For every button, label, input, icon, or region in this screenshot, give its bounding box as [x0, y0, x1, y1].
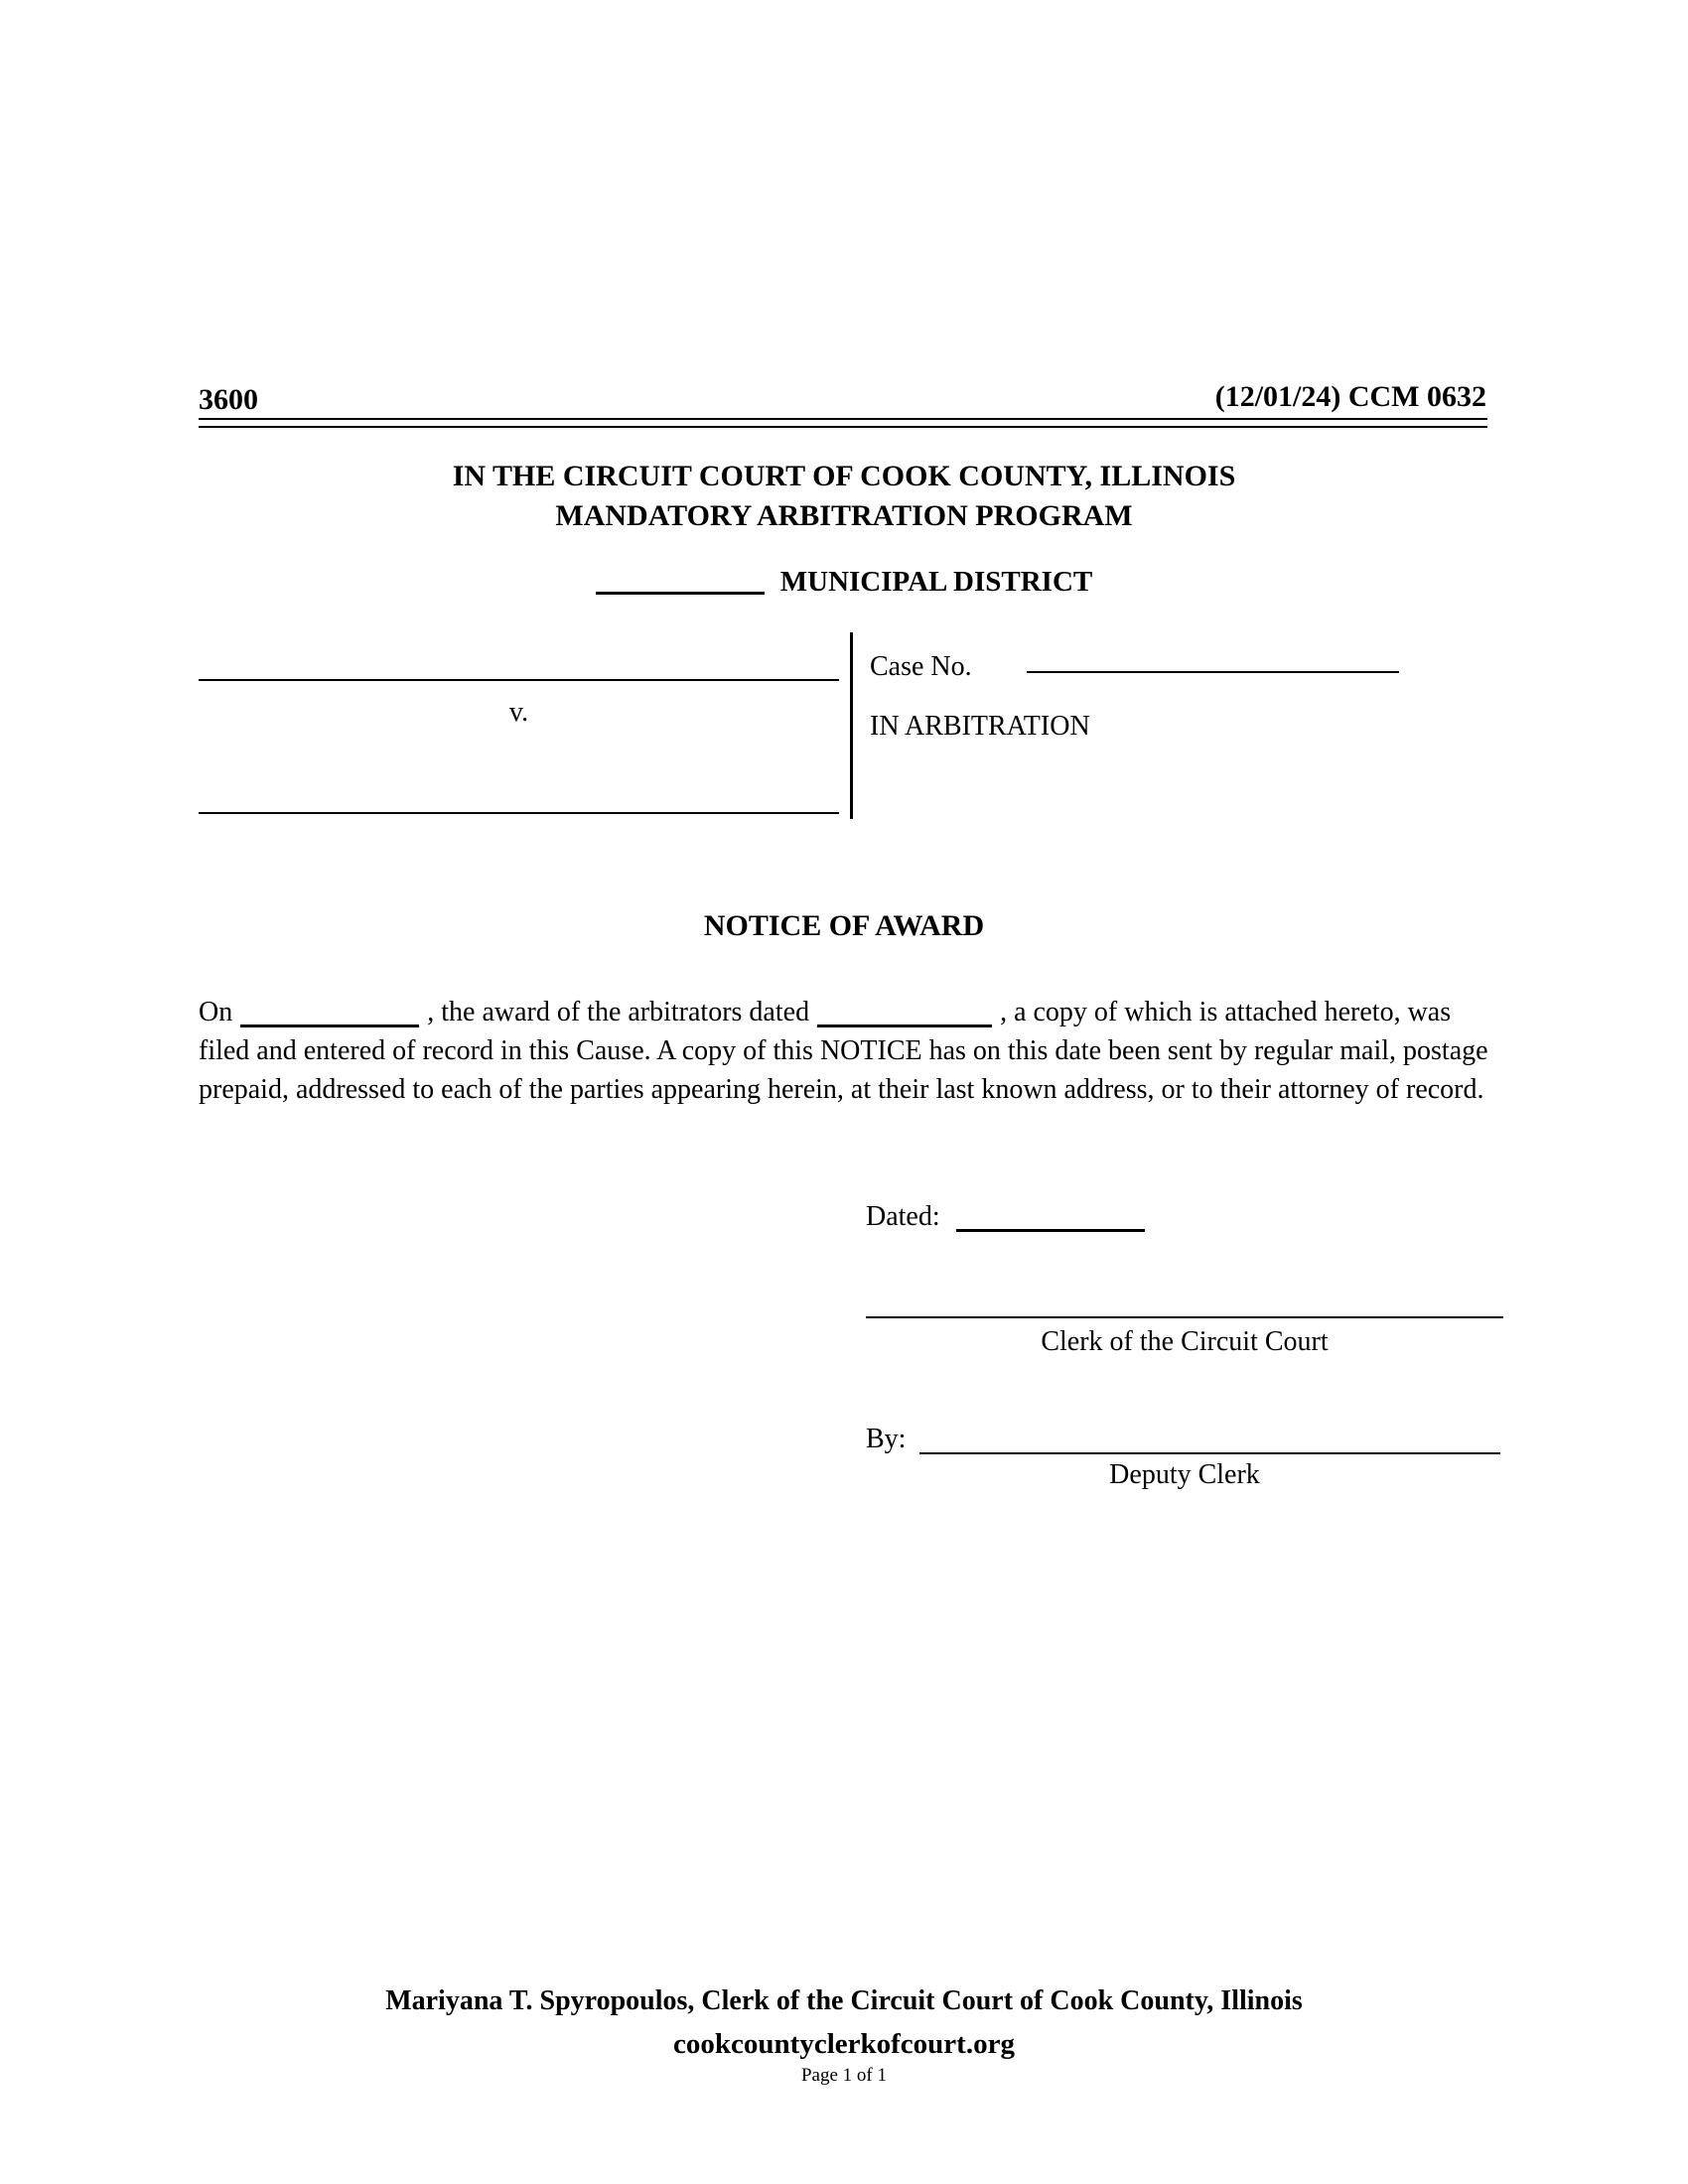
case-number-blank[interactable]	[1027, 671, 1399, 673]
deputy-clerk-signature-blank[interactable]	[919, 1452, 1500, 1454]
in-arbitration-label: IN ARBITRATION	[870, 711, 1090, 742]
plaintiff-name-line[interactable]	[199, 679, 839, 681]
court-title-line1: IN THE CIRCUIT COURT OF COOK COUNTY, ILLINOIS	[452, 460, 1236, 492]
header-double-rule	[199, 418, 1487, 428]
notice-body-tail: , a copy of which is attached hereto, was filed and entered of record in this Cause. A copy of this NOTICE has on this date been sent by regular mail, postage prepaid, addressed to each of the parties appearing herein, at their last known address, or to their attorney of record.	[199, 997, 1488, 1105]
court-title-line2: MANDATORY ARBITRATION PROGRAM	[555, 499, 1133, 532]
district-row	[0, 566, 1688, 599]
deputy-clerk-label: Deputy Clerk	[1109, 1459, 1260, 1490]
notice-body-paragraph	[199, 993, 1504, 1109]
clerk-signature-line[interactable]	[866, 1316, 1503, 1318]
notice-body-mid: , the award of the arbitrators dated	[427, 997, 810, 1027]
by-label: By:	[866, 1424, 907, 1454]
municipal-district-label: MUNICIPAL DISTRICT	[779, 566, 1093, 598]
by-row	[866, 1424, 1500, 1455]
notice-heading: NOTICE OF AWARD	[703, 909, 985, 942]
form-number: 3600	[199, 383, 258, 416]
award-dated-blank[interactable]	[817, 1024, 992, 1027]
defendant-name-line[interactable]	[199, 812, 839, 814]
caption-divider-rule	[850, 632, 853, 819]
case-number-label: Case No.	[870, 651, 972, 682]
footer-website: cookcountyclerkofcourt.org	[673, 2028, 1015, 2060]
notice-body-lead: On	[199, 997, 233, 1027]
award-filed-date-blank[interactable]	[240, 1024, 419, 1027]
dated-label: Dated:	[866, 1201, 940, 1232]
dated-date-blank[interactable]	[956, 1229, 1145, 1232]
versus-label: v.	[508, 697, 529, 728]
footer-page-indicator: Page 1 of 1	[800, 2065, 887, 2086]
municipal-district-blank[interactable]	[596, 592, 765, 595]
footer-clerk-attribution: Mariyana T. Spyropoulos, Clerk of the Circuit Court of Cook County, Illinois	[385, 1985, 1303, 2016]
dated-row	[866, 1201, 1145, 1233]
form-revision-code: (12/01/24) CCM 0632	[1214, 380, 1486, 413]
court-title	[0, 457, 1688, 536]
clerk-of-circuit-court-label: Clerk of the Circuit Court	[1041, 1326, 1329, 1357]
